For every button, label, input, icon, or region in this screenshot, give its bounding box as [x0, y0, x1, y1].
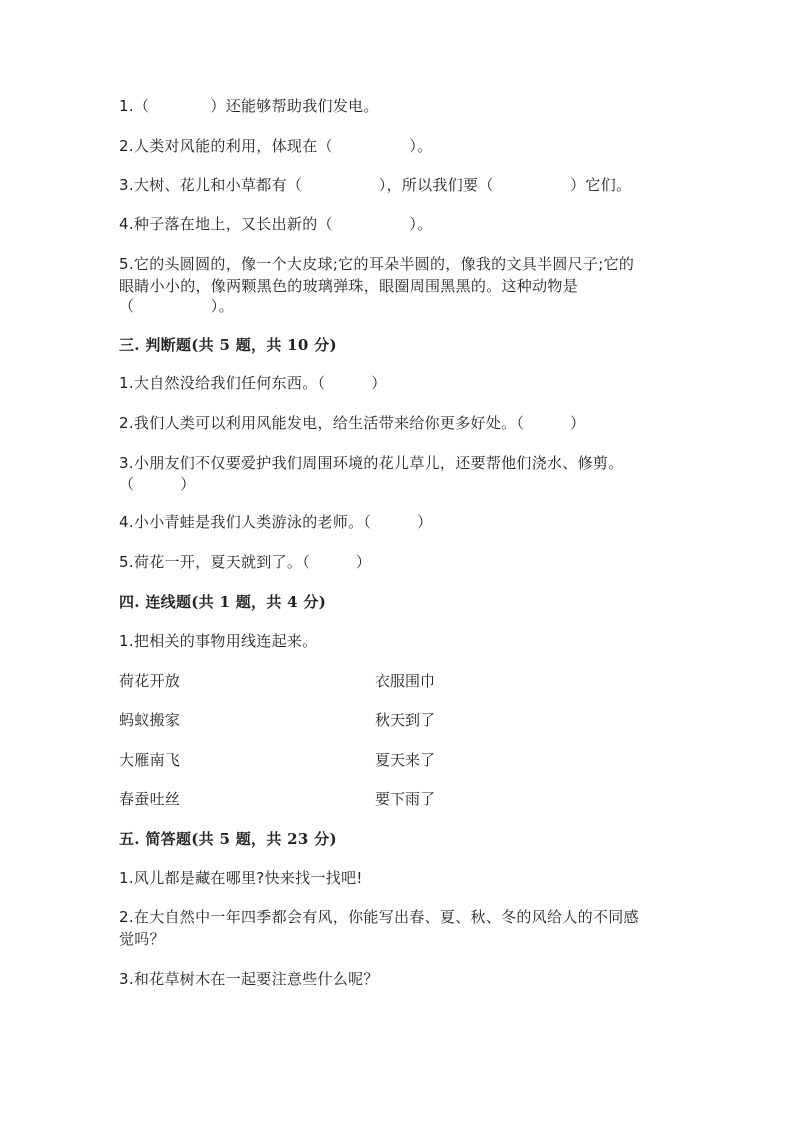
short-answer-question-2-line-2: 觉吗？: [119, 930, 165, 948]
fill-in-question-5-line-2: 眼睛小小的，像两颗黑色的玻璃弹珠，眼圈周围黑黑的。这种动物是: [119, 277, 579, 295]
judge-question-3-line-2: （ ）: [119, 475, 196, 493]
fill-in-question-5-line-3: （ ）。: [119, 297, 234, 315]
short-answer-question-3: 3.和花草树木在一起要注意些什么呢？: [119, 970, 379, 988]
short-answer-question-2-line-1: 2.在大自然中一年四季都会有风，你能写出春、夏、秋、冬的风给人的不同感: [119, 908, 639, 926]
matching-left-item: 蚂蚁搬家: [119, 711, 181, 729]
matching-left-item: 荷花开放: [119, 672, 181, 690]
matching-right-item: 要下雨了: [375, 790, 436, 808]
matching-right-item: 夏天来了: [375, 751, 436, 769]
judge-question-2: 2.我们人类可以利用风能发电，给生活带来给你更多好处。（ ）: [119, 414, 586, 432]
judge-question-5: 5.荷花一开，夏天就到了。（ ）: [119, 553, 372, 571]
fill-in-question-4: 4.种子落在地上，又长出新的（ ）。: [119, 215, 433, 233]
matching-section-heading: 四. 连线题(共 1 题，共 4 分): [119, 593, 327, 611]
fill-in-question-2: 2.人类对风能的利用，体现在（ ）。: [119, 137, 433, 155]
judge-section-heading: 三. 判断题(共 5 题，共 10 分): [119, 336, 337, 354]
fill-in-question-3: 3.大树、花儿和小草都有（ ），所以我们要（ ）它们。: [119, 176, 632, 194]
short-answer-question-1: 1.风儿都是藏在哪里?快来找一找吧!: [119, 869, 363, 887]
matching-left-item: 大雁南飞: [119, 751, 181, 769]
matching-question-1: 1.把相关的事物用线连起来。: [119, 632, 318, 650]
judge-question-3-line-1: 3.小朋友们不仅要爱护我们周围环境的花儿草儿，还要帮他们浇水、修剪。: [119, 454, 624, 472]
matching-right-item: 秋天到了: [375, 711, 436, 729]
short-answer-section-heading: 五. 简答题(共 5 题，共 23 分): [119, 830, 337, 848]
matching-right-item: 衣服围巾: [375, 672, 436, 690]
fill-in-question-1: 1.（ ）还能够帮助我们发电。: [119, 97, 379, 115]
judge-question-1: 1.大自然没给我们任何东西。（ ）: [119, 374, 387, 392]
judge-question-4: 4.小小青蛙是我们人类游泳的老师。（ ）: [119, 513, 433, 531]
matching-left-item: 春蚕吐丝: [119, 790, 181, 808]
fill-in-question-5-line-1: 5.它的头圆圆的，像一个大皮球;它的耳朵半圆的，像我的文具半圆尺子;它的: [119, 255, 635, 273]
